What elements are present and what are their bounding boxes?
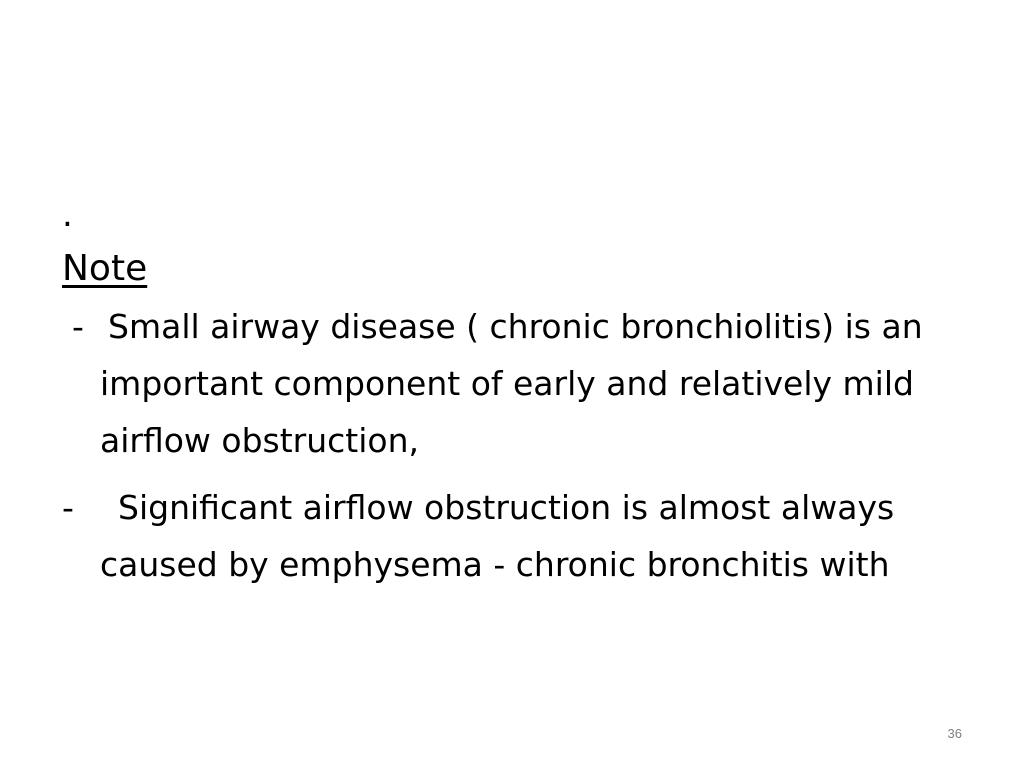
- note-heading: Note: [62, 248, 148, 289]
- dot-marker: .: [62, 195, 73, 235]
- bullet-item: [62, 479, 982, 593]
- page-number: 36: [947, 726, 962, 741]
- bullet-item: [62, 298, 982, 469]
- bullet-text: Small airway disease ( chronic bronchiolitis) is an important component of early and relatively mild airflow obstruction,: [100, 307, 923, 460]
- bullet-marker: -: [62, 488, 74, 527]
- bullet-marker: -: [72, 307, 84, 346]
- bullet-text: Significant airflow obstruction is almost always caused by emphysema - chronic bronchitis with: [100, 488, 895, 584]
- slide-content: [62, 190, 982, 593]
